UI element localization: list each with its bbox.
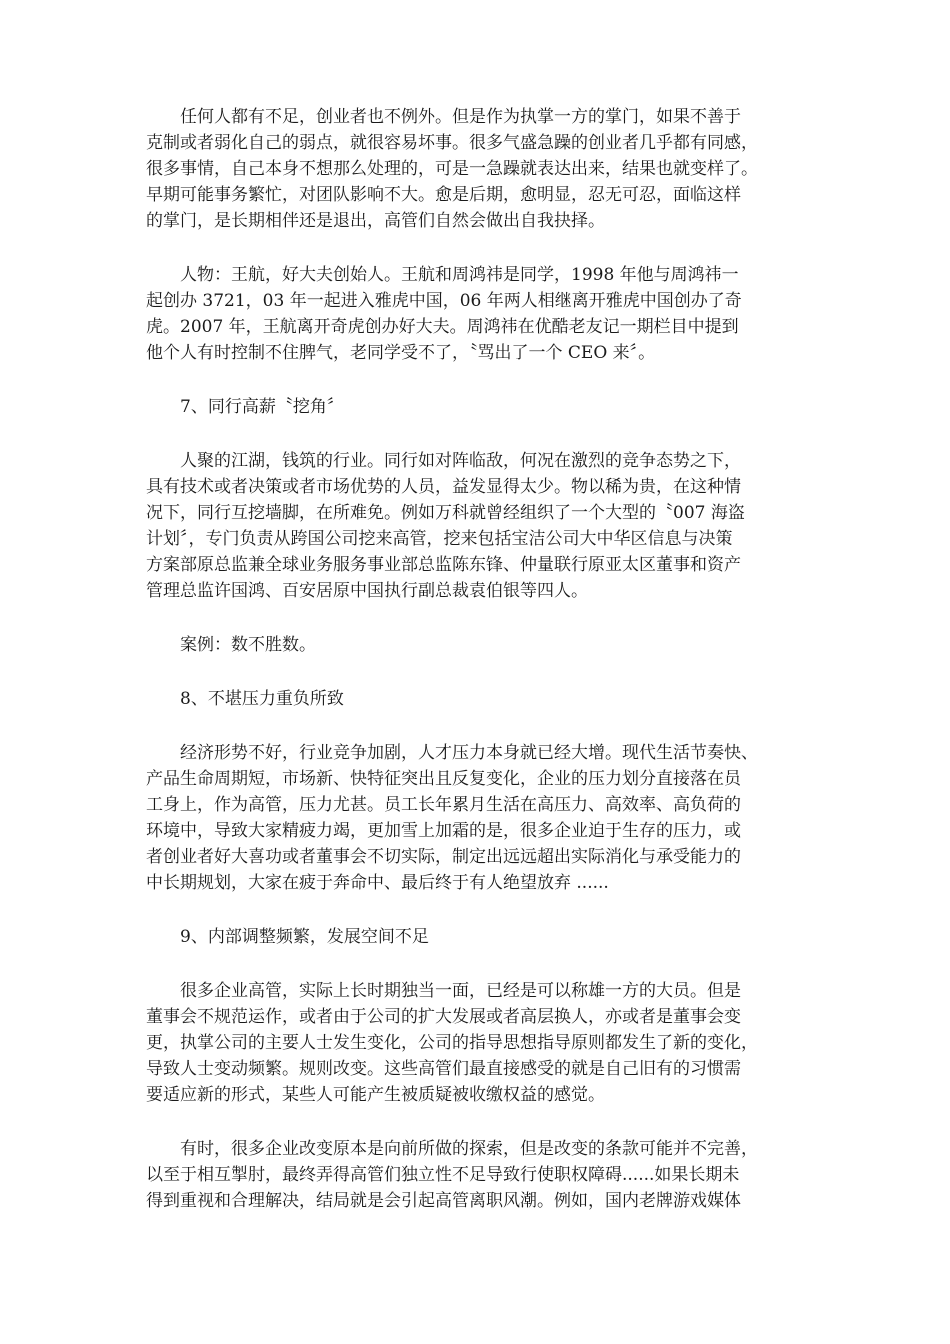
paragraph-poaching: 人聚的江湖，钱筑的行业。同行如对阵临敌，何况在激烈的竞争态势之下， 具有技术或者决策或者市场优势的人员，益发显得太少。物以稀为贵，在这种情 况下，同行互挖墙脚，在所难免。例如万科就曾经组织了一个大型的〝007 海盗 计划〞，专门负责从跨国公司挖来高管，挖来包括宝洁公司大中华区信息与决策 方案部原总监兼全球业务服务事业部总监陈东锋、仲量联行原亚太区董事和资产 管理总监许国鸿、百安居原中国执行副总裁袁伯银等四人。 [146, 451, 745, 601]
paragraph-internal-adjustment: 很多企业高管，实际上长时期独当一面，已经是可以称雄一方的大员。但是 董事会不规范运作，或者由于公司的扩大发展或者高层换人，亦或者是董事会变 更，执掌公司的主要人士发生变化，公司的指导思想指导原则都发生了新的变化， 导致人士变动频繁。规则改变。这些高管们最直接感受的就是自己旧有的习惯需 要适应新的形式，某些人可能产生被质疑被收缴权益的感觉。 [146, 981, 758, 1105]
paragraph-pressure: 经济形势不好，行业竞争加剧，人才压力本身就已经大增。现代生活节奏快、 产品生命周期短，市场新、快特征突出且反复变化，企业的压力划分直接落在员 工身上，作为高管，压力尤甚。员工长年累月生活在高压力、高效率、高负荷的 环境中，导致大家精疲力竭，更加雪上加霜的是，很多企业迫于生存的压力，或 者创业者好大喜功或者董事会不切实际，制定出远远超出实际消化与承受能力的 中长期规划，大家在疲于奔命中、最后终于有人绝望放弃 ...... [146, 743, 758, 893]
section-heading-7: 7、同行高薪〝挖角〞 [180, 397, 344, 417]
paragraph-case-countless: 案例：数不胜数。 [180, 635, 316, 655]
document-page [146, 104, 806, 1242]
paragraph-leader-weakness: 任何人都有不足，创业者也不例外。但是作为执掌一方的掌门，如果不善于 克制或者弱化自己的弱点，就很容易坏事。很多气盛急躁的创业者几乎都有同感， 很多事情，自己本身不想那么处理的，可是一急躁就表达出来，结果也就变样了。 早期可能事务繁忙，对团队影响不大。愈是后期，愈明显，忍无可忍，面临这样 的掌门，是长期相伴还是退出，高管们自然会做出自我抉择。 [146, 107, 758, 231]
paragraph-case-wang-hang: 人物：王航，好大夫创始人。王航和周鸿祎是同学，1998 年他与周鸿祎一 起创办 3721，03 年一起进入雅虎中国，06 年两人相继离开雅虎中国创办了奇 虎。2007 年，王航离开奇虎创办好大夫。周鸿祎在优酷老友记一期栏目中提到 他个人有时控制不住脾气，老同学受不了，〝骂出了一个 CEO 来〞。 [146, 265, 742, 363]
section-heading-9: 9、内部调整频繁，发展空间不足 [180, 927, 429, 947]
section-heading-8: 8、不堪压力重负所致 [180, 689, 344, 709]
paragraph-reform-attempts: 有时，很多企业改变原本是向前所做的探索，但是改变的条款可能并不完善， 以至于相互掣肘，最终弄得高管们独立性不足导致行使职权障碍......如果长期未 得到重视和合理解决，结局就是会引起高管离职风潮。例如，国内老牌游戏媒体 [146, 1139, 758, 1211]
